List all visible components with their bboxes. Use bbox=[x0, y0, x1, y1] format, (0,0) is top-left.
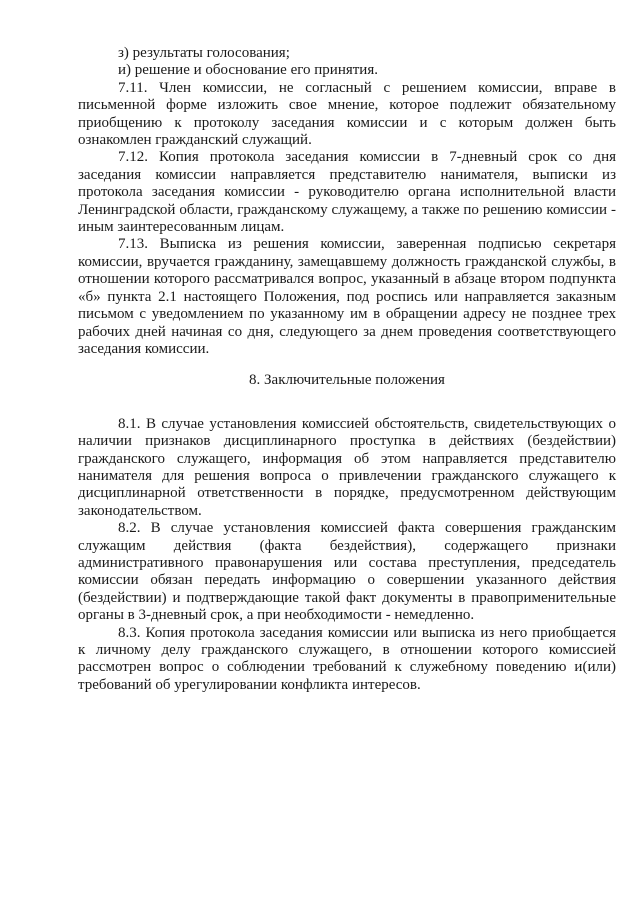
document-body bbox=[78, 45, 616, 694]
paragraph-8-1: 8.1. В случае установления комиссией обстоятельств, свидетельствующих о наличии признаков дисциплинарного проступка в действиях (бездействии) гражданского служащего, информация об этом направляется представителю нанимателя для решения вопроса о привлечении гражданского служащего к дисциплинарной ответственности в порядке, предусмотренном действующим законодательством. bbox=[78, 415, 616, 519]
list-item-z: з) результаты голосования; bbox=[118, 45, 290, 61]
paragraph-8-3: 8.3. Копия протокола заседания комиссии или выписка из него приобщается к личному делу гражданского служащего, в отношении которого комиссией рассмотрен вопрос о соблюдении требований к служебному поведению и(или) требований об урегулировании конфликта интересов. bbox=[78, 624, 616, 693]
paragraph-7-11: 7.11. Член комиссии, не согласный с решением комиссии, вправе в письменной форме изложить свое мнение, которое подлежит обязательному приобщению к протоколу заседания комиссии и с которым должен быть ознакомлен гражданский служащий. bbox=[78, 79, 616, 149]
paragraph-7-13: 7.13. Выписка из решения комиссии, заверенная подписью секретаря комиссии, вручается гражданину, замещавшему должность гражданской службы, в отношении которого рассматривался вопрос, указанный в абзаце втором подпункта «б» пункта 2.1 настоящего Положения, под роспись или направляется заказным письмом с уведомлением по указанному им в обращении адресу не позднее трех рабочих дней начиная со дня, следующего за днем проведения соответствующего заседания комиссии. bbox=[78, 236, 616, 357]
list-item-i: и) решение и обоснование его принятия. bbox=[118, 62, 378, 79]
paragraph-8-2: 8.2. В случае установления комиссией факта совершения гражданским служащим действия (факта бездействия), содержащего признаки административного правонарушения или состава преступления, председатель комиссии обязан передать информацию о совершении указанного действия (бездействии) и подтверждающие такой факт документы в правоприменительные органы в 3-дневный срок, а при необходимости - немедленно. bbox=[78, 520, 616, 624]
paragraph-7-12: 7.12. Копия протокола заседания комиссии в 7-дневный срок со дня заседания комиссии направляется представителю нанимателя, выписки из протокола заседания комиссии - руководителю органа исполнительной власти Ленинградской области, гражданскому служащему, а также по решению комиссии - иным заинтересованным лицам. bbox=[78, 149, 616, 236]
section-8-heading: 8. Заключительные положения bbox=[249, 372, 445, 389]
